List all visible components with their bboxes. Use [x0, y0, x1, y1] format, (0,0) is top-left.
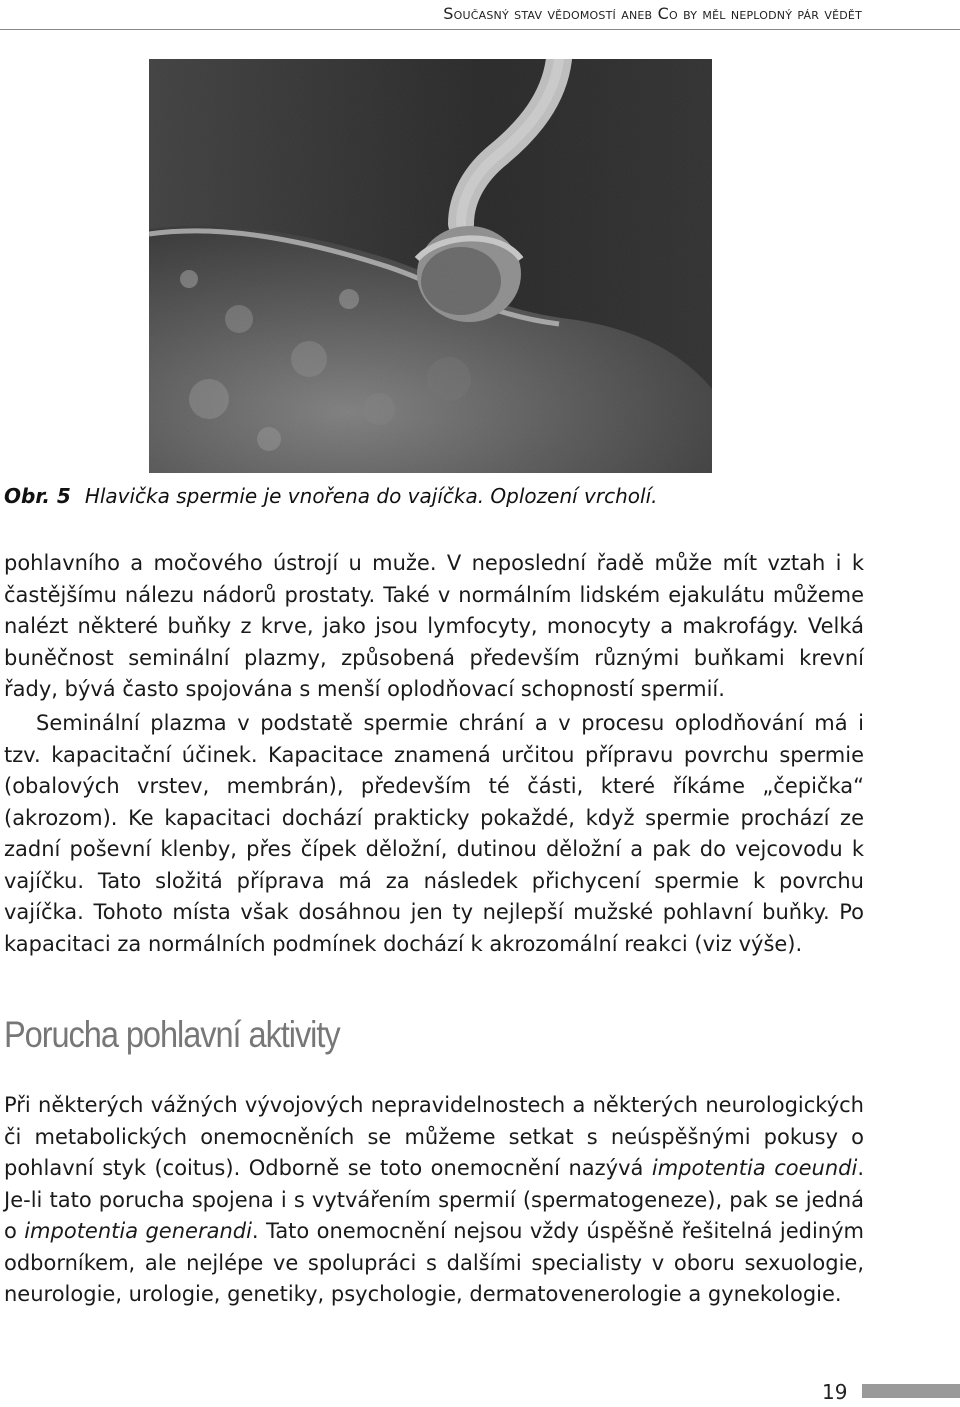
term-impotentia-coeundi: impotentia coeundi [651, 1156, 858, 1180]
header-rule [0, 29, 960, 30]
figure-number: Obr. 5 [4, 484, 71, 508]
figure-caption [4, 484, 657, 508]
page-number: 19 [822, 1380, 848, 1404]
figure-micrograph [149, 59, 712, 473]
paragraph-3-part-b: . Je-li tato porucha spojena i s vytvářením spermií (spermatogeneze), pak se jedná o [4, 1156, 864, 1243]
paragraph-1: pohlavního a močového ústrojí u muže. V neposlední řadě může mít vztah i k častějšímu nálezu nádorů prostaty. Také v normálním lidském ejakulátu můžeme nalézt některé buňky z krve, jako jsou lymfocyty, monocyty a makrofágy. Velká buněčnost seminální plazmy, způsobená především různými buňkami krevní řady, bývá často spojována s menší oplodňovací schopností spermií. [4, 551, 864, 701]
electron-micrograph-sperm-egg-icon [149, 59, 712, 473]
paragraph-3-part-a: Při některých vážných vývojových nepravidelnostech a některých neurologických či metabolických onemocněních se můžeme setkat s neúspěšnými pokusy o pohlavní styk (coitus). Odborně se toto onemocnění nazývá [4, 1093, 864, 1180]
term-impotentia-generandi: impotentia generandi [24, 1219, 252, 1243]
page-number-bar [862, 1384, 960, 1398]
paragraph-3-part-c: . Tato onemocnění nejsou vždy úspěšně řešitelná jediným odborníkem, ale nejlépe ve spolupráci s dalšími specialisty v oboru sexuologie, neurologie, urologie, genetiky, psychologie, dermatovenerologie a gynekologie. [4, 1219, 864, 1306]
figure-caption-text: Hlavička spermie je vnořena do vajíčka. Oplození vrcholí. [84, 484, 658, 508]
paragraph-2: Seminální plazma v podstatě spermie chrání a v procesu oplodňování má i tzv. kapacitační účinek. Kapacitace znamená určitou přípravu povrchu spermie (obalových vrstev, membrán), především té části, které říkáme „čepička“ (akrozom). Ke kapacitaci dochází prakticky pokaždé, když spermie prochází ze zadní poševní klenby, přes čípek děložní, dutinou děložní a pak do vejcovodu k vajíčku. Tato složitá příprava má za následek přichycení spermie k povrchu vajíčka. Tohoto místa však dosáhnou jen ty nejlepší mužské pohlavní buňky. Po kapacitaci za normálních podmínek dochází k akrozomální reakci (viz výše). [4, 711, 864, 956]
paragraph-3 [4, 1090, 864, 1311]
section-heading: Porucha pohlavní aktivity [4, 1014, 340, 1055]
running-head: Současný stav vědomostí aneb Co by měl neplodný pár vědět [443, 4, 862, 23]
